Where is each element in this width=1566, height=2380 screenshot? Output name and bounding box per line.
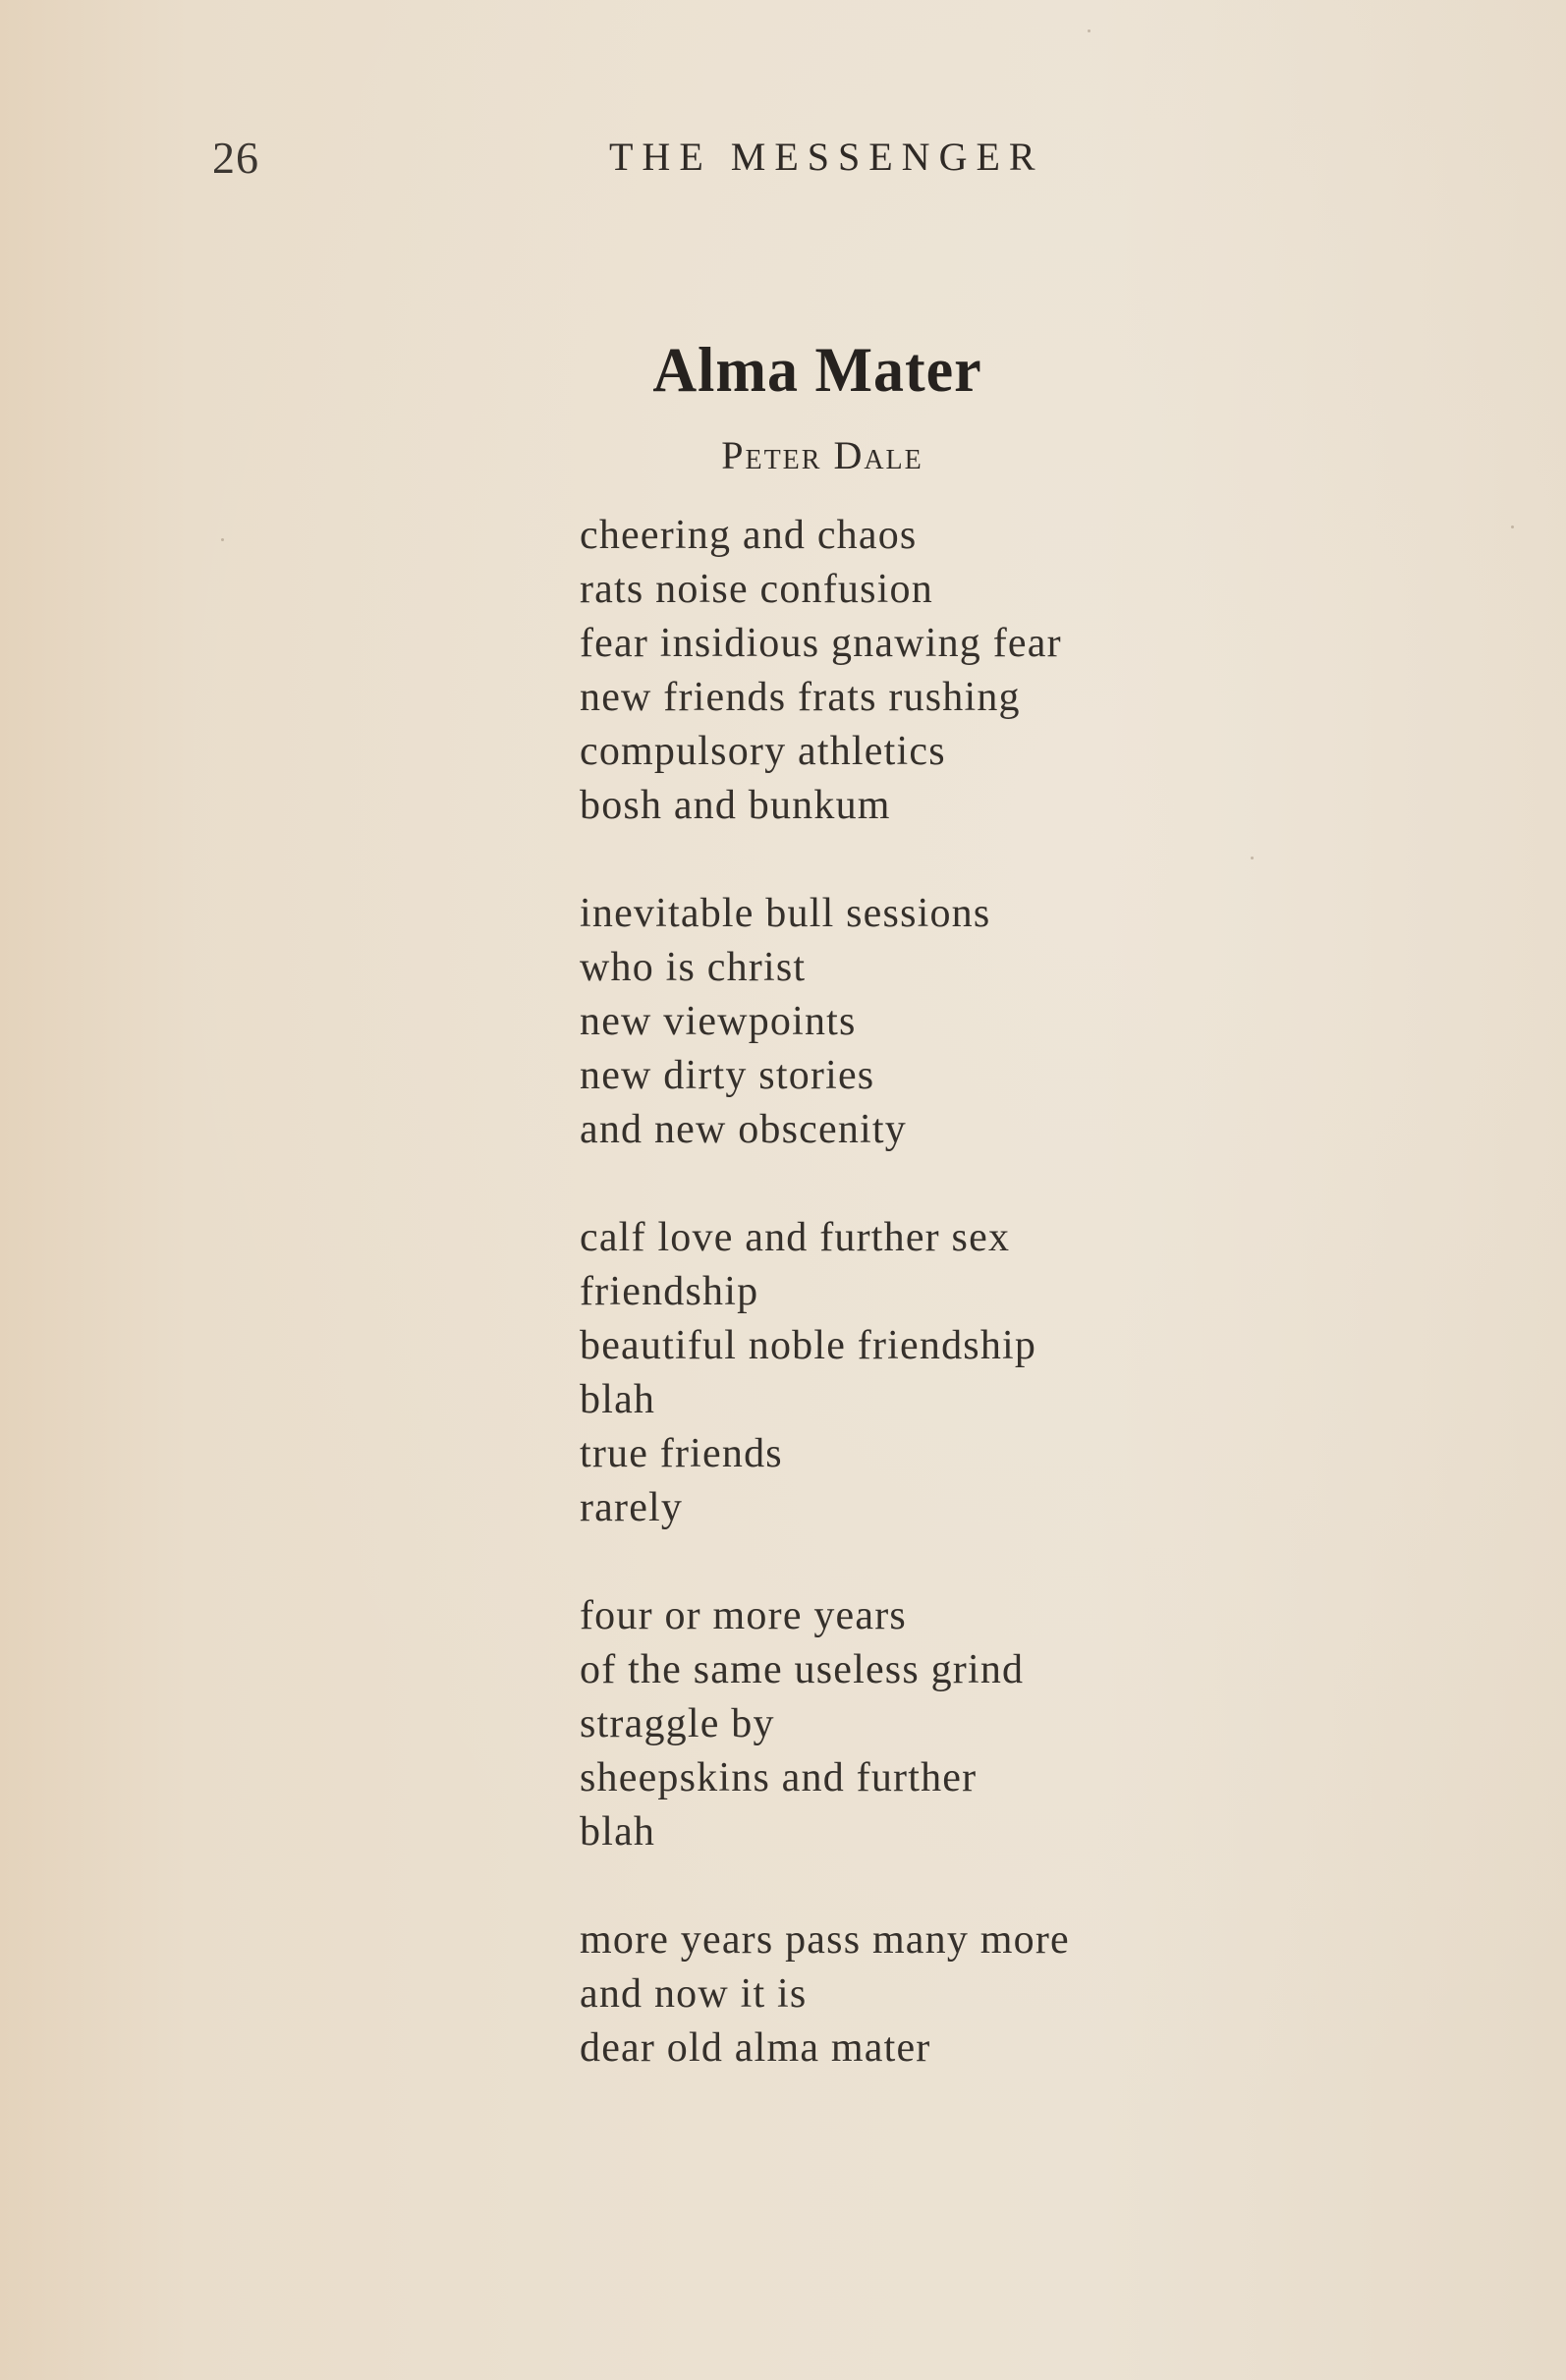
- poem-line: bosh and bunkum: [580, 783, 891, 828]
- stanza: [580, 1589, 1267, 1859]
- stanza: [580, 1913, 1267, 2076]
- poem-line: and now it is: [580, 1971, 808, 2017]
- poem-line: blah: [580, 1809, 656, 1854]
- poem-line: true friends: [580, 1431, 783, 1476]
- poem-line: new viewpoints: [580, 999, 857, 1044]
- stanza: [580, 887, 1267, 1157]
- poem-body: [580, 509, 1267, 2130]
- poem-line: rarely: [580, 1485, 684, 1530]
- poem-line: more years pass many more: [580, 1917, 1070, 1963]
- poem-line: calf love and further sex: [580, 1215, 1011, 1260]
- poem-line: straggle by: [580, 1701, 775, 1746]
- poem-line: who is christ: [580, 945, 807, 990]
- poem-line: four or more years: [580, 1593, 907, 1638]
- running-head: THE MESSENGER: [609, 135, 1044, 179]
- poem-line: blah: [580, 1377, 656, 1422]
- poem-line: of the same useless grind: [580, 1647, 1025, 1692]
- page-number: 26: [212, 133, 259, 183]
- poem-line: inevitable bull sessions: [580, 891, 991, 936]
- poem-line: new friends frats rushing: [580, 675, 1021, 720]
- poem-line: and new obscenity: [580, 1107, 907, 1152]
- stanza: [580, 1211, 1267, 1535]
- poem-line: friendship: [580, 1269, 759, 1314]
- paper-speck: [1511, 526, 1514, 528]
- stanza: [580, 509, 1267, 833]
- paper-speck: [1088, 29, 1091, 32]
- poem-title: Alma Mater: [652, 335, 982, 406]
- poem-line: rats noise confusion: [580, 567, 933, 612]
- poem-line: dear old alma mater: [580, 2025, 931, 2071]
- poem-author: Peter Dale: [721, 433, 923, 477]
- poem-line: fear insidious gnawing fear: [580, 621, 1062, 666]
- poem-line: sheepskins and further: [580, 1755, 978, 1800]
- poem-line: cheering and chaos: [580, 513, 918, 558]
- paper-speck: [221, 538, 224, 541]
- poem-line: compulsory athletics: [580, 729, 946, 774]
- poem-line: beautiful noble friendship: [580, 1323, 1037, 1368]
- poem-line: new dirty stories: [580, 1053, 875, 1098]
